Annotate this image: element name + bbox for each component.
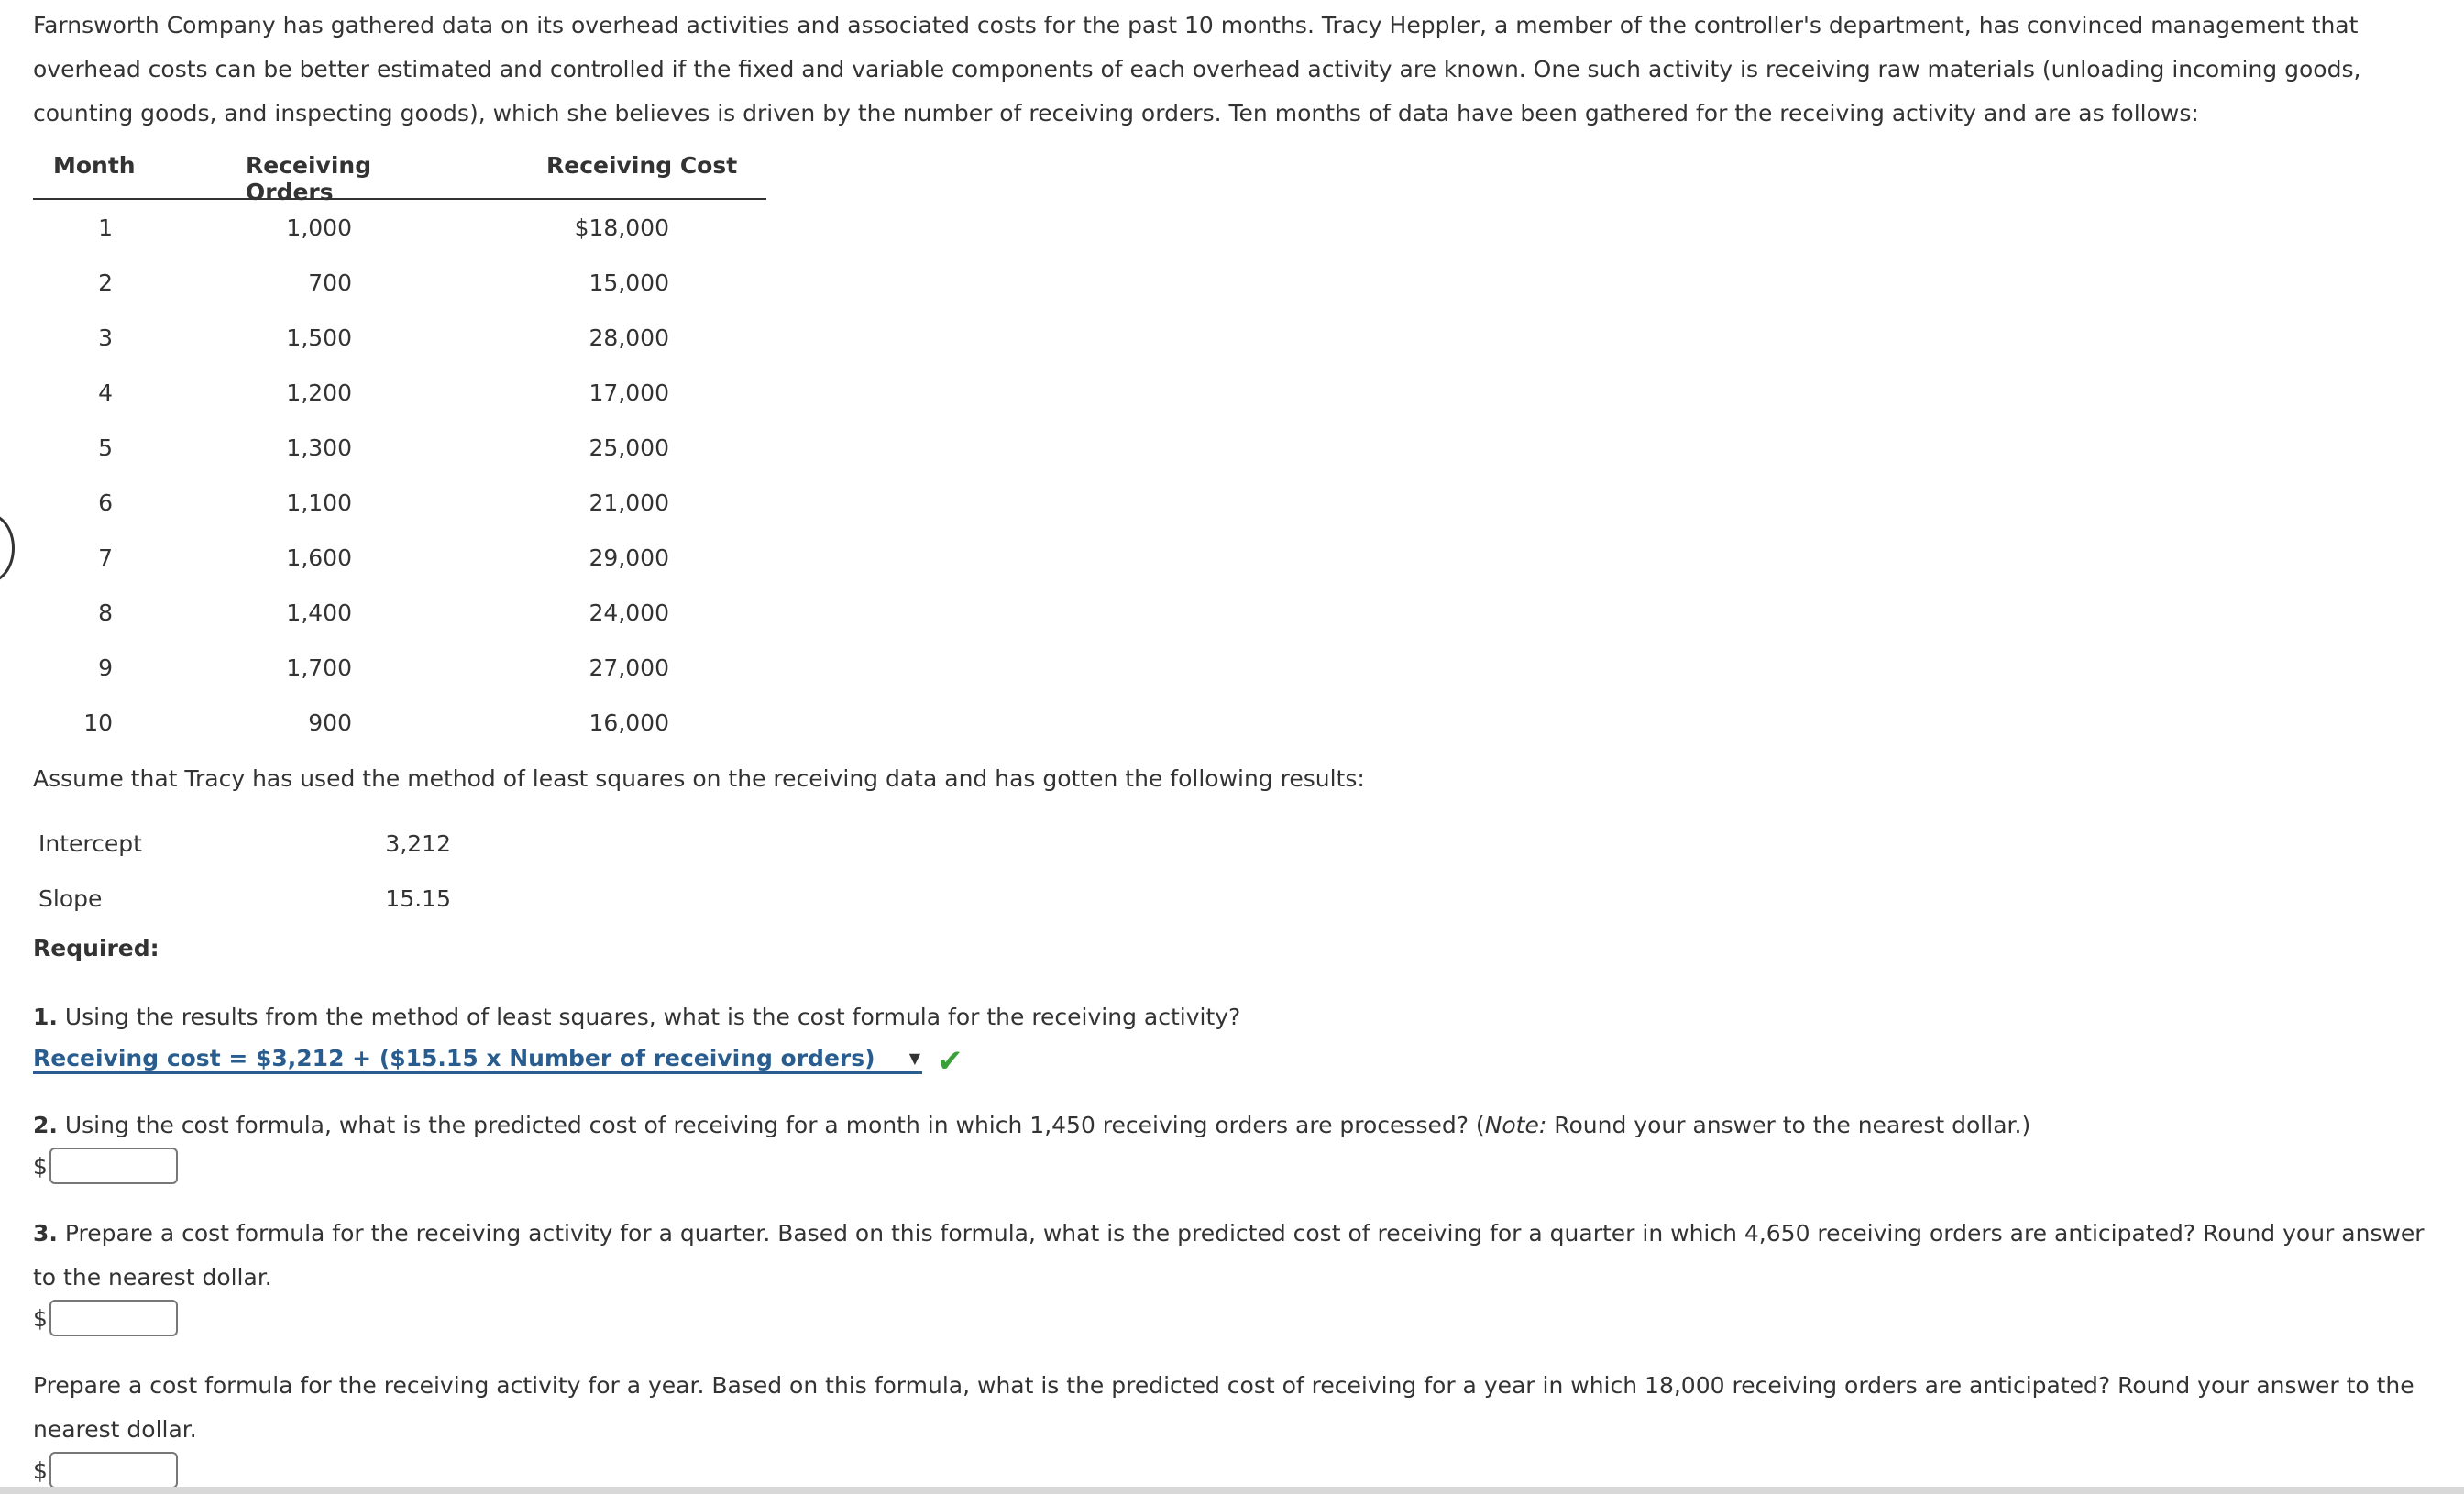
table-row <box>33 640 766 695</box>
least-squares-results <box>38 816 451 926</box>
cell-receiving-cost: 25,000 <box>588 434 669 461</box>
currency-symbol: $ <box>33 1304 48 1332</box>
table-row <box>33 365 766 420</box>
cell-receiving-cost: 28,000 <box>588 324 669 351</box>
question-number: 2. <box>33 1112 58 1138</box>
cell-month: 8 <box>98 599 113 626</box>
note-label: Note: <box>1484 1112 1547 1138</box>
header-receiving-cost: Receiving Cost <box>546 152 738 179</box>
cell-receiving-cost: 27,000 <box>588 654 669 681</box>
table-row <box>33 255 766 310</box>
currency-symbol: $ <box>33 1456 48 1484</box>
question-number: 3. <box>33 1220 58 1247</box>
cell-receiving-orders: 1,100 <box>286 489 352 516</box>
check-icon: ✔ <box>937 1043 963 1080</box>
cell-receiving-cost: 24,000 <box>588 599 669 626</box>
quarter-cost-input[interactable] <box>50 1300 178 1336</box>
cursor-circle-decoration <box>0 513 15 583</box>
table-row <box>33 420 766 475</box>
dropdown-selected-value: Receiving cost = $3,212 + ($15.15 x Number of receiving orders) <box>33 1045 875 1071</box>
question-text: Using the results from the method of least squares, what is the cost formula for the receiving activity? <box>64 1004 1241 1030</box>
receiving-data-table <box>33 145 766 750</box>
question-number: 1. <box>33 1004 58 1030</box>
month-cost-input[interactable] <box>50 1148 178 1184</box>
cell-month: 4 <box>98 379 113 406</box>
cell-receiving-cost: $18,000 <box>574 214 669 241</box>
cell-month: 3 <box>98 324 113 351</box>
question-4 <box>33 1364 2453 1452</box>
least-squares-text: Assume that Tracy has used the method of least squares on the receiving data and has gotten the following results: <box>33 765 1365 792</box>
result-value: 3,212 <box>385 829 451 857</box>
cell-receiving-orders: 1,700 <box>286 654 352 681</box>
year-cost-input[interactable] <box>50 1452 178 1489</box>
cell-receiving-orders: 1,200 <box>286 379 352 406</box>
horizontal-scrollbar[interactable] <box>0 1487 2464 1494</box>
answer-year-cost <box>33 1452 178 1489</box>
result-value: 15.15 <box>385 884 451 912</box>
cell-receiving-cost: 17,000 <box>588 379 669 406</box>
cell-receiving-cost: 21,000 <box>588 489 669 516</box>
question-content <box>33 0 2453 1484</box>
header-month: Month <box>53 152 136 179</box>
cell-month: 9 <box>98 654 113 681</box>
table-row <box>33 475 766 530</box>
required-heading: Required: <box>33 935 160 961</box>
table-row <box>33 310 766 365</box>
header-receiving-orders: Receiving Orders <box>246 152 372 205</box>
question-text: Prepare a cost formula for the receiving activity for a quarter. Based on this formula, what is the predicted cost of receiving for a quarter in which 4,650 receiving orders are anticipated? Round your answer to the nearest dollar. <box>33 1220 2425 1291</box>
cell-receiving-orders: 1,600 <box>286 544 352 571</box>
cell-receiving-orders: 1,400 <box>286 599 352 626</box>
cell-month: 1 <box>98 214 113 241</box>
question-text-end: Round your answer to the nearest dollar.) <box>1546 1112 2031 1138</box>
question-3 <box>33 1212 2453 1300</box>
table-row <box>33 530 766 585</box>
cell-receiving-orders: 1,500 <box>286 324 352 351</box>
table-header <box>33 145 766 205</box>
currency-symbol: $ <box>33 1152 48 1180</box>
cell-month: 2 <box>98 269 113 296</box>
answer-month-cost <box>33 1148 178 1184</box>
chevron-down-icon[interactable]: ▼ <box>908 1049 920 1067</box>
answer-quarter-cost <box>33 1300 178 1336</box>
question-text: Using the cost formula, what is the predicted cost of receiving for a month in which 1,450 receiving orders are processed? ( <box>64 1112 1485 1138</box>
cell-receiving-orders: 900 <box>308 709 352 736</box>
cell-month: 10 <box>83 709 113 736</box>
question-2 <box>33 1104 2030 1148</box>
cell-month: 6 <box>98 489 113 516</box>
cell-receiving-cost: 29,000 <box>588 544 669 571</box>
table-row <box>33 200 766 255</box>
result-label: Intercept <box>38 829 142 857</box>
table-row <box>33 585 766 640</box>
cost-formula-dropdown[interactable] <box>33 1045 922 1074</box>
cell-receiving-orders: 1,300 <box>286 434 352 461</box>
result-row-intercept <box>38 816 451 871</box>
intro-paragraph: Farnsworth Company has gathered data on its overhead activities and associated costs for the past 10 months. Tracy Heppler, a member of the controller's department, has convinced management that overhead costs can be better estimated and controlled if the fixed and variable components of each overhead activity are known. One such activity is receiving raw materials (unloading incoming goods, counting goods, and inspecting goods), which she believes is driven by the number of receiving orders. Ten months of data have been gathered for the receiving activity and are as follows: <box>33 12 2361 126</box>
table-row <box>33 695 766 750</box>
result-label: Slope <box>38 884 103 912</box>
cell-month: 7 <box>98 544 113 571</box>
result-row-slope <box>38 871 451 926</box>
question-text: Prepare a cost formula for the receiving activity for a year. Based on this formula, what is the predicted cost of receiving for a year in which 18,000 receiving orders are anticipated? Round your answer to the nearest dollar. <box>33 1372 2414 1443</box>
cell-receiving-orders: 700 <box>308 269 352 296</box>
table-body <box>33 200 766 750</box>
cell-receiving-cost: 16,000 <box>588 709 669 736</box>
cell-receiving-cost: 15,000 <box>588 269 669 296</box>
question-1 <box>33 995 1240 1039</box>
cell-month: 5 <box>98 434 113 461</box>
cell-receiving-orders: 1,000 <box>286 214 352 241</box>
